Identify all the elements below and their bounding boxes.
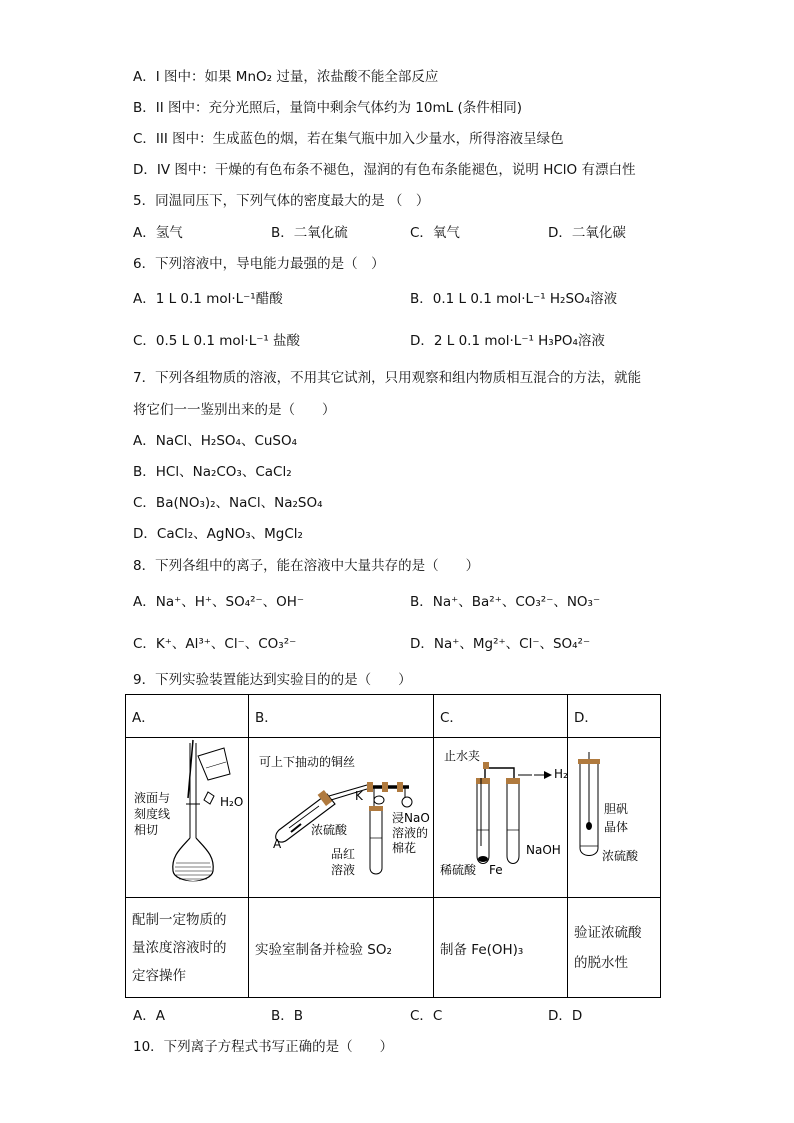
- figure-a-cell: [126, 738, 249, 898]
- q8-option-a: A．Na⁺、H⁺、SO₄²⁻、OH⁻: [133, 594, 305, 610]
- q8-option-d: D．Na⁺、Mg²⁺、Cl⁻、SO₄²⁻: [410, 636, 591, 652]
- fe-hydroxide-apparatus-figure: [434, 738, 567, 893]
- fig-c-naoh: NaOH: [526, 843, 561, 857]
- header-a: A．: [126, 695, 249, 738]
- q7-option-d: D．CaCl₂、AgNO₃、MgCl₂: [133, 526, 303, 542]
- q7-option-b: B．HCl、Na₂CO₃、CaCl₂: [133, 464, 292, 480]
- q10-stem: 10．下列离子方程式书写正确的是（ ）: [133, 1039, 394, 1055]
- figure-b-cell: [249, 738, 434, 898]
- purpose-a: [126, 898, 249, 998]
- q9-option-d: D．D: [548, 1008, 583, 1024]
- q8-stem: 8．下列各组中的离子，能在溶液中大量共存的是（ ）: [133, 558, 480, 574]
- q7-stem-line1: 7．下列各组物质的溶液，不用其它试剂，只用观察和组内物质相互混合的方法，就能: [133, 370, 642, 386]
- q7-option-c: C．Ba(NO₃)₂、NaCl、Na₂SO₄: [133, 495, 323, 511]
- blue-vitriol-figure: [568, 738, 660, 893]
- fig-b-pink-1: 品红: [331, 847, 356, 861]
- fig-b-naoh-3: 棉花: [392, 841, 417, 855]
- purpose-d-line-2: 的脱水性: [574, 954, 628, 971]
- q6-option-d: D．2 L 0.1 mol·L⁻¹ H₃PO₄溶液: [410, 333, 605, 349]
- fig-b-naoh-1: 浸NaO: [392, 811, 430, 825]
- purpose-a-line-1: 配制一定物质的: [132, 911, 227, 928]
- purpose-d: [568, 898, 661, 998]
- q7-stem-line2: 将它们一一鉴别出来的是（ ）: [133, 402, 336, 418]
- fig-b-naoh-2: 溶液的: [392, 826, 429, 840]
- purpose-a-line-2: 量浓度溶液时的: [132, 939, 227, 956]
- q6-stem: 6．下列溶液中，导电能力最强的是（ ）: [133, 256, 385, 272]
- q6-option-b: B．0.1 L 0.1 mol·L⁻¹ H₂SO₄溶液: [410, 291, 618, 307]
- purpose-d-line-1: 验证浓硫酸: [574, 924, 642, 941]
- so2-apparatus-figure: [249, 738, 433, 893]
- fig-b-label-k: K: [355, 789, 363, 803]
- q8-option-b: B．Na⁺、Ba²⁺、CO₃²⁻、NO₃⁻: [410, 594, 601, 610]
- q9-option-c: C．C: [410, 1008, 443, 1024]
- q4-option-c: C．III 图中：生成蓝色的烟，若在集气瓶中加入少量水，所得溶液呈绿色: [133, 131, 564, 147]
- fig-a-label-2: 刻度线: [134, 807, 171, 821]
- q9-option-b: B．B: [271, 1008, 304, 1024]
- fig-b-label-a: A: [273, 837, 282, 851]
- fig-b-acid: 浓硫酸: [311, 823, 348, 837]
- fig-c-clamp: 止水夹: [444, 749, 481, 763]
- fig-d-crystal-2: 晶体: [604, 820, 629, 834]
- apparatus-table: [125, 694, 661, 998]
- fig-a-label-3: 相切: [134, 823, 159, 837]
- fig-b-wire: 可上下抽动的铜丝: [259, 755, 356, 769]
- header-d: D．: [568, 695, 661, 738]
- q4-option-b: B．II 图中：充分光照后，量筒中剩余气体约为 10mL (条件相同): [133, 100, 522, 116]
- q6-option-a: A．1 L 0.1 mol·L⁻¹醋酸: [133, 291, 283, 307]
- header-c: C．: [434, 695, 568, 738]
- q6-option-c: C．0.5 L 0.1 mol·L⁻¹ 盐酸: [133, 333, 301, 349]
- purpose-b: 实验室制备并检验 SO₂: [249, 898, 434, 998]
- q4-option-d: D．IV 图中：干燥的有色布条不褪色，湿润的有色布条能褪色，说明 HClO 有漂白性: [133, 162, 636, 178]
- purpose-c: 制备 Fe(OH)₃: [434, 898, 568, 998]
- fig-b-pink-2: 溶液: [331, 863, 356, 877]
- fig-c-acid: 稀硫酸: [440, 863, 477, 877]
- fig-c-fe: Fe: [489, 863, 503, 877]
- q4-option-a: A．I 图中：如果 MnO₂ 过量，浓盐酸不能全部反应: [133, 69, 439, 85]
- fig-d-acid: 浓硫酸: [602, 849, 639, 863]
- q5-option-b: B．二氧化硫: [271, 225, 348, 241]
- fig-a-water: H₂O: [220, 795, 244, 809]
- header-b: B．: [249, 695, 434, 738]
- q9-stem: 9．下列实验装置能达到实验目的的是（ ）: [133, 672, 412, 688]
- q7-option-a: A．NaCl、H₂SO₄、CuSO₄: [133, 433, 298, 449]
- fig-a-label-1: 液面与: [134, 791, 171, 805]
- figure-c-cell: [434, 738, 568, 898]
- q8-option-c: C．K⁺、Al³⁺、Cl⁻、CO₃²⁻: [133, 636, 297, 652]
- q9-option-a: A．A: [133, 1008, 165, 1024]
- q5-option-d: D．二氧化碳: [548, 225, 626, 241]
- volumetric-flask-figure: [126, 738, 248, 893]
- figure-d-cell: [568, 738, 661, 898]
- q5-option-c: C．氧气: [410, 225, 460, 241]
- purpose-a-line-3: 定容操作: [132, 967, 186, 984]
- fig-d-crystal-1: 胆矾: [604, 802, 629, 816]
- q5-stem: 5．同温同压下，下列气体的密度最大的是 （ ）: [133, 193, 430, 209]
- q5-option-a: A．氢气: [133, 225, 183, 241]
- fig-c-h2: H₂: [554, 767, 567, 781]
